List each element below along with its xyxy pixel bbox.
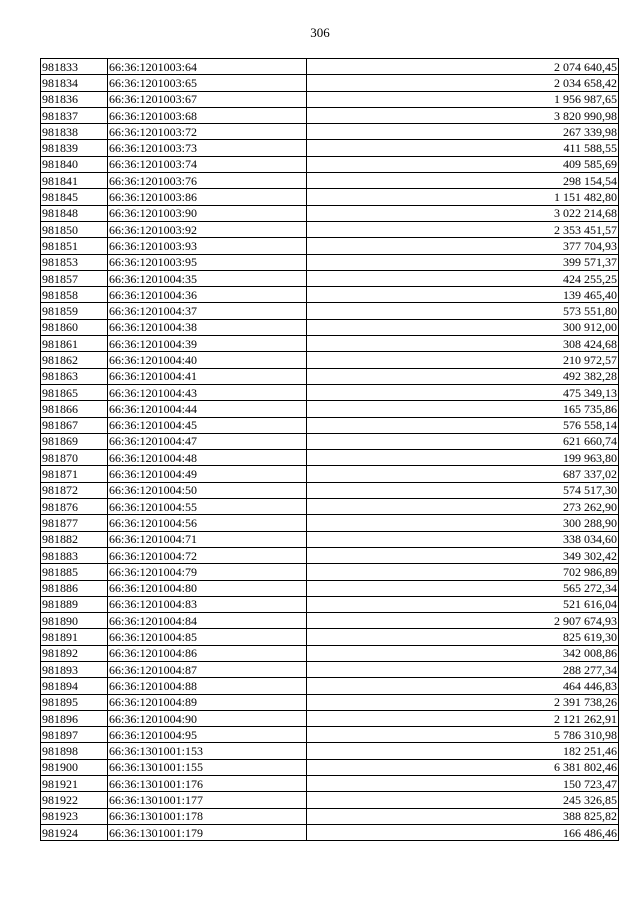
row-number-cell: 981833 [41,59,108,75]
cadastral-number-cell: 66:36:1201003:74 [108,156,307,172]
cadastral-number-cell: 66:36:1201004:79 [108,564,307,580]
row-number-cell: 981890 [41,613,108,629]
cadastral-number-cell: 66:36:1301001:176 [108,776,307,792]
row-number-cell: 981876 [41,499,108,515]
cadastral-number-cell: 66:36:1201003:86 [108,189,307,205]
row-number-cell: 981892 [41,645,108,661]
table-row [41,499,619,515]
cadastral-value-cell: 576 558,14 [307,417,619,433]
row-number-cell: 981869 [41,433,108,449]
row-number-cell: 981861 [41,336,108,352]
table-row [41,547,619,563]
row-number-cell: 981867 [41,417,108,433]
row-number-cell: 981857 [41,270,108,286]
row-number-cell: 981883 [41,547,108,563]
cadastral-value-cell: 565 272,34 [307,580,619,596]
cadastral-value-cell: 165 735,86 [307,401,619,417]
cadastral-number-cell: 66:36:1201004:95 [108,727,307,743]
cadastral-value-cell: 349 302,42 [307,547,619,563]
row-number-cell: 981848 [41,205,108,221]
cadastral-value-table [40,58,619,841]
cadastral-number-cell: 66:36:1201004:90 [108,710,307,726]
cadastral-value-cell: 3 022 214,68 [307,205,619,221]
table-row [41,254,619,270]
cadastral-value-cell: 702 986,89 [307,564,619,580]
cadastral-number-cell: 66:36:1201004:41 [108,368,307,384]
cadastral-number-cell: 66:36:1201003:65 [108,75,307,91]
cadastral-value-cell: 267 339,98 [307,124,619,140]
cadastral-number-cell: 66:36:1201004:87 [108,661,307,677]
table-row [41,515,619,531]
cadastral-number-cell: 66:36:1201004:49 [108,466,307,482]
table-row [41,75,619,91]
table-row [41,319,619,335]
cadastral-number-cell: 66:36:1201004:48 [108,450,307,466]
cadastral-value-cell: 521 616,04 [307,596,619,612]
table-row [41,401,619,417]
table-row [41,140,619,156]
table-row [41,645,619,661]
cadastral-number-cell: 66:36:1201004:40 [108,352,307,368]
row-number-cell: 981840 [41,156,108,172]
row-number-cell: 981924 [41,824,108,840]
cadastral-value-cell: 2 391 738,26 [307,694,619,710]
cadastral-number-cell: 66:36:1201004:56 [108,515,307,531]
table-row [41,450,619,466]
row-number-cell: 981897 [41,727,108,743]
table-row [41,743,619,759]
table-row [41,189,619,205]
row-number-cell: 981896 [41,710,108,726]
cadastral-number-cell: 66:36:1201004:47 [108,433,307,449]
table-row [41,564,619,580]
cadastral-number-cell: 66:36:1201004:35 [108,270,307,286]
table-row [41,531,619,547]
cadastral-value-cell: 300 288,90 [307,515,619,531]
cadastral-value-cell: 464 446,83 [307,678,619,694]
table-row [41,824,619,840]
cadastral-number-cell: 66:36:1201004:85 [108,629,307,645]
cadastral-value-cell: 377 704,93 [307,238,619,254]
cadastral-number-cell: 66:36:1201004:88 [108,678,307,694]
cadastral-value-cell: 2 353 451,57 [307,221,619,237]
row-number-cell: 981885 [41,564,108,580]
row-number-cell: 981894 [41,678,108,694]
row-number-cell: 981923 [41,808,108,824]
cadastral-value-cell: 1 956 987,65 [307,91,619,107]
table-row [41,59,619,75]
table-row [41,270,619,286]
table-row [41,156,619,172]
row-number-cell: 981836 [41,91,108,107]
table-row [41,613,619,629]
cadastral-value-cell: 687 337,02 [307,466,619,482]
row-number-cell: 981870 [41,450,108,466]
cadastral-value-cell: 245 326,85 [307,792,619,808]
row-number-cell: 981858 [41,287,108,303]
table-row [41,482,619,498]
cadastral-number-cell: 66:36:1201004:37 [108,303,307,319]
cadastral-value-cell: 182 251,46 [307,743,619,759]
page-number: 306 [310,25,330,40]
cadastral-number-cell: 66:36:1201003:67 [108,91,307,107]
cadastral-number-cell: 66:36:1201004:86 [108,645,307,661]
table-row [41,678,619,694]
table-row [41,107,619,123]
row-number-cell: 981860 [41,319,108,335]
cadastral-value-cell: 5 786 310,98 [307,727,619,743]
table-row [41,173,619,189]
cadastral-number-cell: 66:36:1201003:76 [108,173,307,189]
row-number-cell: 981851 [41,238,108,254]
table-row [41,776,619,792]
cadastral-number-cell: 66:36:1201004:83 [108,596,307,612]
cadastral-value-cell: 150 723,47 [307,776,619,792]
cadastral-value-cell: 3 820 990,98 [307,107,619,123]
cadastral-value-cell: 199 963,80 [307,450,619,466]
cadastral-number-cell: 66:36:1201004:89 [108,694,307,710]
cadastral-number-cell: 66:36:1301001:179 [108,824,307,840]
row-number-cell: 981850 [41,221,108,237]
cadastral-number-cell: 66:36:1201004:43 [108,384,307,400]
cadastral-value-cell: 621 660,74 [307,433,619,449]
cadastral-value-cell: 6 381 802,46 [307,759,619,775]
cadastral-value-cell: 573 551,80 [307,303,619,319]
cadastral-value-cell: 2 034 658,42 [307,75,619,91]
table-row [41,221,619,237]
row-number-cell: 981877 [41,515,108,531]
cadastral-number-cell: 66:36:1201004:45 [108,417,307,433]
table-row [41,759,619,775]
cadastral-number-cell: 66:36:1201003:72 [108,124,307,140]
cadastral-value-cell: 409 585,69 [307,156,619,172]
table-row [41,808,619,824]
cadastral-value-cell: 342 008,86 [307,645,619,661]
row-number-cell: 981862 [41,352,108,368]
cadastral-value-cell: 308 424,68 [307,336,619,352]
cadastral-value-cell: 424 255,25 [307,270,619,286]
row-number-cell: 981838 [41,124,108,140]
cadastral-value-cell: 825 619,30 [307,629,619,645]
cadastral-value-cell: 2 907 674,93 [307,613,619,629]
row-number-cell: 981834 [41,75,108,91]
row-number-cell: 981841 [41,173,108,189]
cadastral-value-cell: 411 588,55 [307,140,619,156]
table-row [41,91,619,107]
table-row [41,238,619,254]
row-number-cell: 981898 [41,743,108,759]
row-number-cell: 981871 [41,466,108,482]
cadastral-value-cell: 166 486,46 [307,824,619,840]
cadastral-number-cell: 66:36:1301001:155 [108,759,307,775]
table-row [41,466,619,482]
cadastral-number-cell: 66:36:1201003:90 [108,205,307,221]
table-body [41,59,619,841]
cadastral-value-cell: 298 154,54 [307,173,619,189]
cadastral-value-cell: 1 151 482,80 [307,189,619,205]
row-number-cell: 981863 [41,368,108,384]
cadastral-number-cell: 66:36:1301001:177 [108,792,307,808]
table-row [41,727,619,743]
table-row [41,433,619,449]
table-row [41,629,619,645]
cadastral-number-cell: 66:36:1201004:72 [108,547,307,563]
table-row [41,336,619,352]
cadastral-number-cell: 66:36:1201004:50 [108,482,307,498]
row-number-cell: 981889 [41,596,108,612]
cadastral-number-cell: 66:36:1201004:84 [108,613,307,629]
table-row [41,303,619,319]
row-number-cell: 981922 [41,792,108,808]
cadastral-value-cell: 273 262,90 [307,499,619,515]
row-number-cell: 981895 [41,694,108,710]
row-number-cell: 981882 [41,531,108,547]
row-number-cell: 981900 [41,759,108,775]
row-number-cell: 981865 [41,384,108,400]
cadastral-number-cell: 66:36:1201004:55 [108,499,307,515]
cadastral-value-cell: 574 517,30 [307,482,619,498]
row-number-cell: 981839 [41,140,108,156]
cadastral-value-cell: 288 277,34 [307,661,619,677]
cadastral-value-cell: 2 074 640,45 [307,59,619,75]
table-row [41,352,619,368]
cadastral-number-cell: 66:36:1201004:38 [108,319,307,335]
row-number-cell: 981891 [41,629,108,645]
cadastral-number-cell: 66:36:1201004:71 [108,531,307,547]
cadastral-value-cell: 338 034,60 [307,531,619,547]
cadastral-number-cell: 66:36:1201004:36 [108,287,307,303]
cadastral-value-cell: 475 349,13 [307,384,619,400]
row-number-cell: 981845 [41,189,108,205]
cadastral-number-cell: 66:36:1201003:95 [108,254,307,270]
row-number-cell: 981872 [41,482,108,498]
row-number-cell: 981886 [41,580,108,596]
row-number-cell: 981866 [41,401,108,417]
table-row [41,661,619,677]
table-row [41,580,619,596]
row-number-cell: 981921 [41,776,108,792]
table-row [41,124,619,140]
cadastral-value-cell: 388 825,82 [307,808,619,824]
cadastral-number-cell: 66:36:1201003:68 [108,107,307,123]
table-row [41,368,619,384]
cadastral-value-cell: 300 912,00 [307,319,619,335]
cadastral-value-cell: 139 465,40 [307,287,619,303]
cadastral-value-cell: 210 972,57 [307,352,619,368]
cadastral-value-cell: 399 571,37 [307,254,619,270]
table-row [41,205,619,221]
cadastral-number-cell: 66:36:1201004:44 [108,401,307,417]
table-row [41,694,619,710]
cadastral-number-cell: 66:36:1201004:80 [108,580,307,596]
cadastral-value-cell: 492 382,28 [307,368,619,384]
row-number-cell: 981893 [41,661,108,677]
row-number-cell: 981853 [41,254,108,270]
row-number-cell: 981859 [41,303,108,319]
cadastral-number-cell: 66:36:1201003:92 [108,221,307,237]
table-row [41,417,619,433]
table-row [41,287,619,303]
cadastral-number-cell: 66:36:1201003:64 [108,59,307,75]
cadastral-number-cell: 66:36:1201003:93 [108,238,307,254]
table-row [41,384,619,400]
table-row [41,710,619,726]
cadastral-number-cell: 66:36:1301001:153 [108,743,307,759]
cadastral-number-cell: 66:36:1201003:73 [108,140,307,156]
cadastral-number-cell: 66:36:1301001:178 [108,808,307,824]
table-row [41,596,619,612]
cadastral-number-cell: 66:36:1201004:39 [108,336,307,352]
row-number-cell: 981837 [41,107,108,123]
cadastral-value-cell: 2 121 262,91 [307,710,619,726]
table-row [41,792,619,808]
